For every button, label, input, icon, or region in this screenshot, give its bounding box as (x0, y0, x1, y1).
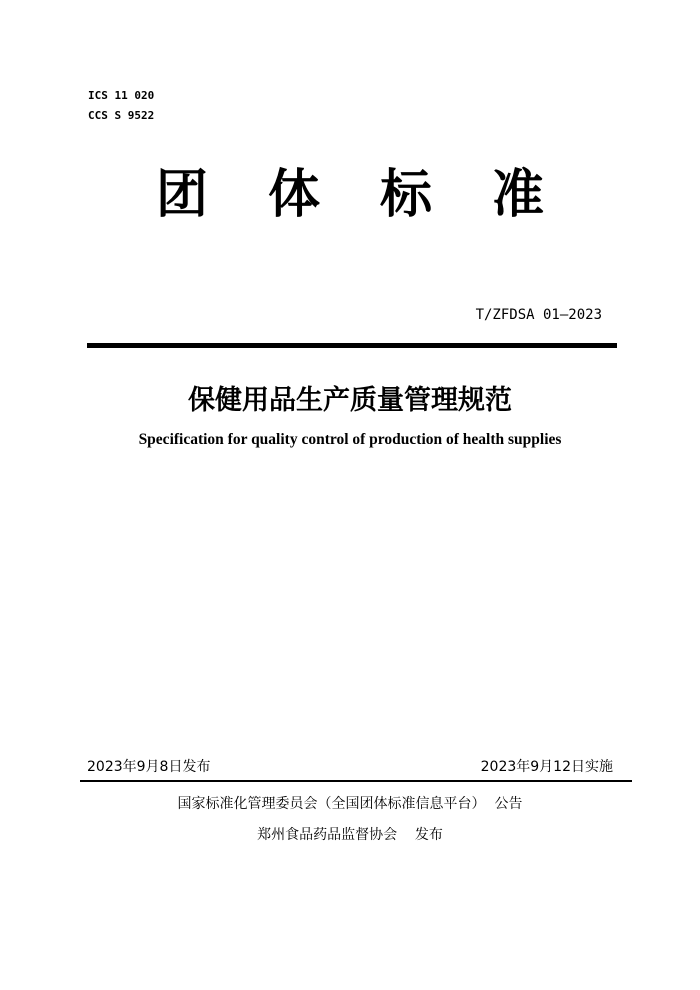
effective-date: 2023年9月12日实施 (480, 759, 613, 775)
classification-codes (88, 86, 154, 126)
standard-type-char: 团 (156, 165, 209, 225)
standard-number: T/ZFDSA 01—2023 (475, 307, 602, 323)
publish-date: 2023年9月8日发布 (87, 759, 211, 775)
publisher-line: 郑州食品药品监督协会 发布 (257, 827, 443, 843)
document-title-en: Specification for quality control of production of health supplies (138, 431, 562, 448)
standard-type-char: 标 (380, 165, 433, 225)
announcer-line: 国家标准化管理委员会（全国团体标准信息平台） 公告 (177, 796, 523, 812)
footer-divider (80, 780, 632, 782)
standard-type-char: 准 (492, 165, 545, 225)
ccs-code: CCS S 9522 (88, 109, 155, 122)
standard-type-char: 体 (268, 165, 321, 225)
document-title-cn: 保健用品生产质量管理规范 (188, 385, 512, 416)
header-divider (87, 343, 617, 348)
ics-code: ICS 11 020 (88, 89, 155, 102)
standard-type-title (0, 165, 700, 235)
